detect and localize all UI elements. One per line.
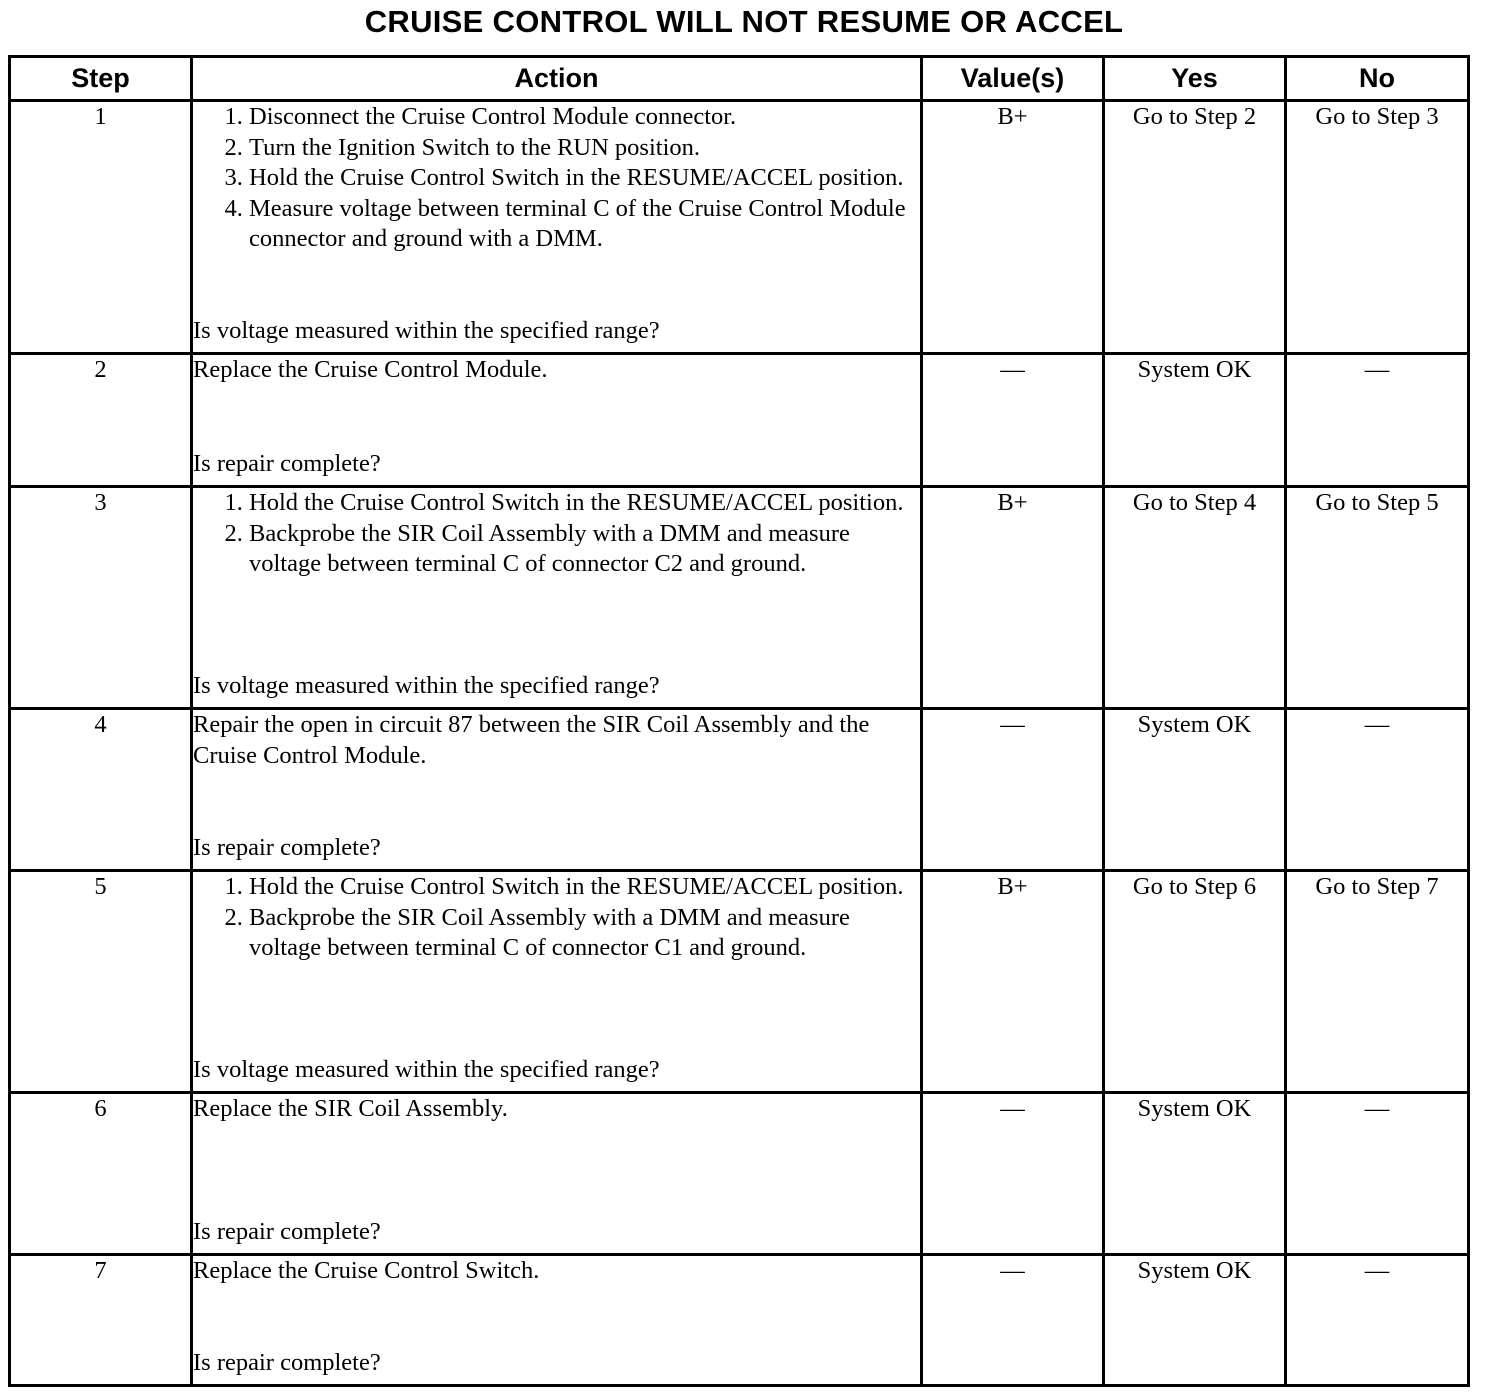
no-cell: Go to Step 5 — [1286, 487, 1469, 709]
action-question: Is repair complete? — [193, 449, 381, 477]
action-steps-list — [193, 872, 920, 964]
action-question: Is repair complete? — [193, 833, 381, 861]
step-number: 5 — [10, 871, 192, 1093]
action-step-item: 2. Backprobe the SIR Coil Assembly with a DMM and measure voltage between terminal C of connector C1 and ground. — [249, 903, 920, 964]
value-cell: — — [922, 1093, 1104, 1255]
action-step-item: 2. Turn the Ignition Switch to the RUN position. — [249, 133, 920, 164]
diagnostic-table — [8, 55, 1470, 1387]
action-cell — [192, 1093, 922, 1255]
action-steps-list — [193, 488, 920, 580]
action-question: Is repair complete? — [193, 1217, 381, 1245]
action-question: Is repair complete? — [193, 1348, 381, 1376]
yes-cell: System OK — [1104, 1255, 1286, 1386]
table-row — [10, 354, 1469, 487]
value-cell: B+ — [922, 101, 1104, 354]
header-yes: Yes — [1104, 57, 1286, 101]
header-step: Step — [10, 57, 192, 101]
action-text: Repair the open in circuit 87 between the SIR Coil Assembly and the Cruise Control Module. — [193, 711, 870, 769]
action-text: Replace the Cruise Control Switch. — [193, 1257, 540, 1284]
yes-cell: Go to Step 6 — [1104, 871, 1286, 1093]
yes-cell: Go to Step 4 — [1104, 487, 1286, 709]
table-row — [10, 1093, 1469, 1255]
yes-cell: System OK — [1104, 354, 1286, 487]
no-cell: — — [1286, 1255, 1469, 1386]
yes-cell: System OK — [1104, 1093, 1286, 1255]
no-cell: Go to Step 3 — [1286, 101, 1469, 354]
action-text: Replace the SIR Coil Assembly. — [193, 1095, 508, 1122]
value-cell: — — [922, 709, 1104, 871]
action-question: Is voltage measured within the specified range? — [193, 316, 660, 344]
action-question: Is voltage measured within the specified range? — [193, 671, 660, 699]
step-number: 6 — [10, 1093, 192, 1255]
table-row — [10, 1255, 1469, 1386]
action-cell — [192, 871, 922, 1093]
action-step-item: 1. Disconnect the Cruise Control Module connector. — [249, 102, 920, 133]
header-no: No — [1286, 57, 1469, 101]
step-number: 4 — [10, 709, 192, 871]
action-text: Replace the Cruise Control Module. — [193, 356, 548, 383]
action-step-item: 2. Backprobe the SIR Coil Assembly with a DMM and measure voltage between terminal C of connector C2 and ground. — [249, 519, 920, 580]
action-steps-list — [193, 102, 920, 255]
header-row — [10, 57, 1469, 101]
no-cell: — — [1286, 709, 1469, 871]
action-cell — [192, 354, 922, 487]
step-number: 1 — [10, 101, 192, 354]
step-number: 7 — [10, 1255, 192, 1386]
table-row — [10, 709, 1469, 871]
step-number: 3 — [10, 487, 192, 709]
action-cell — [192, 487, 922, 709]
action-question: Is voltage measured within the specified range? — [193, 1055, 660, 1083]
yes-cell: Go to Step 2 — [1104, 101, 1286, 354]
table-row — [10, 487, 1469, 709]
action-step-item: 1. Hold the Cruise Control Switch in the RESUME/ACCEL position. — [249, 488, 920, 519]
no-cell: — — [1286, 354, 1469, 487]
step-number: 2 — [10, 354, 192, 487]
value-cell: — — [922, 354, 1104, 487]
action-cell — [192, 709, 922, 871]
table-row — [10, 871, 1469, 1093]
header-values: Value(s) — [922, 57, 1104, 101]
no-cell: — — [1286, 1093, 1469, 1255]
action-step-item: 1. Hold the Cruise Control Switch in the RESUME/ACCEL position. — [249, 872, 920, 903]
action-cell — [192, 101, 922, 354]
header-action: Action — [192, 57, 922, 101]
value-cell: — — [922, 1255, 1104, 1386]
value-cell: B+ — [922, 871, 1104, 1093]
action-step-item: 4. Measure voltage between terminal C of the Cruise Control Module connector and ground with a DMM. — [249, 194, 920, 255]
value-cell: B+ — [922, 487, 1104, 709]
table-row — [10, 101, 1469, 354]
no-cell: Go to Step 7 — [1286, 871, 1469, 1093]
yes-cell: System OK — [1104, 709, 1286, 871]
action-cell — [192, 1255, 922, 1386]
page-title: CRUISE CONTROL WILL NOT RESUME OR ACCEL — [364, 4, 1124, 39]
action-step-item: 3. Hold the Cruise Control Switch in the RESUME/ACCEL position. — [249, 163, 920, 194]
